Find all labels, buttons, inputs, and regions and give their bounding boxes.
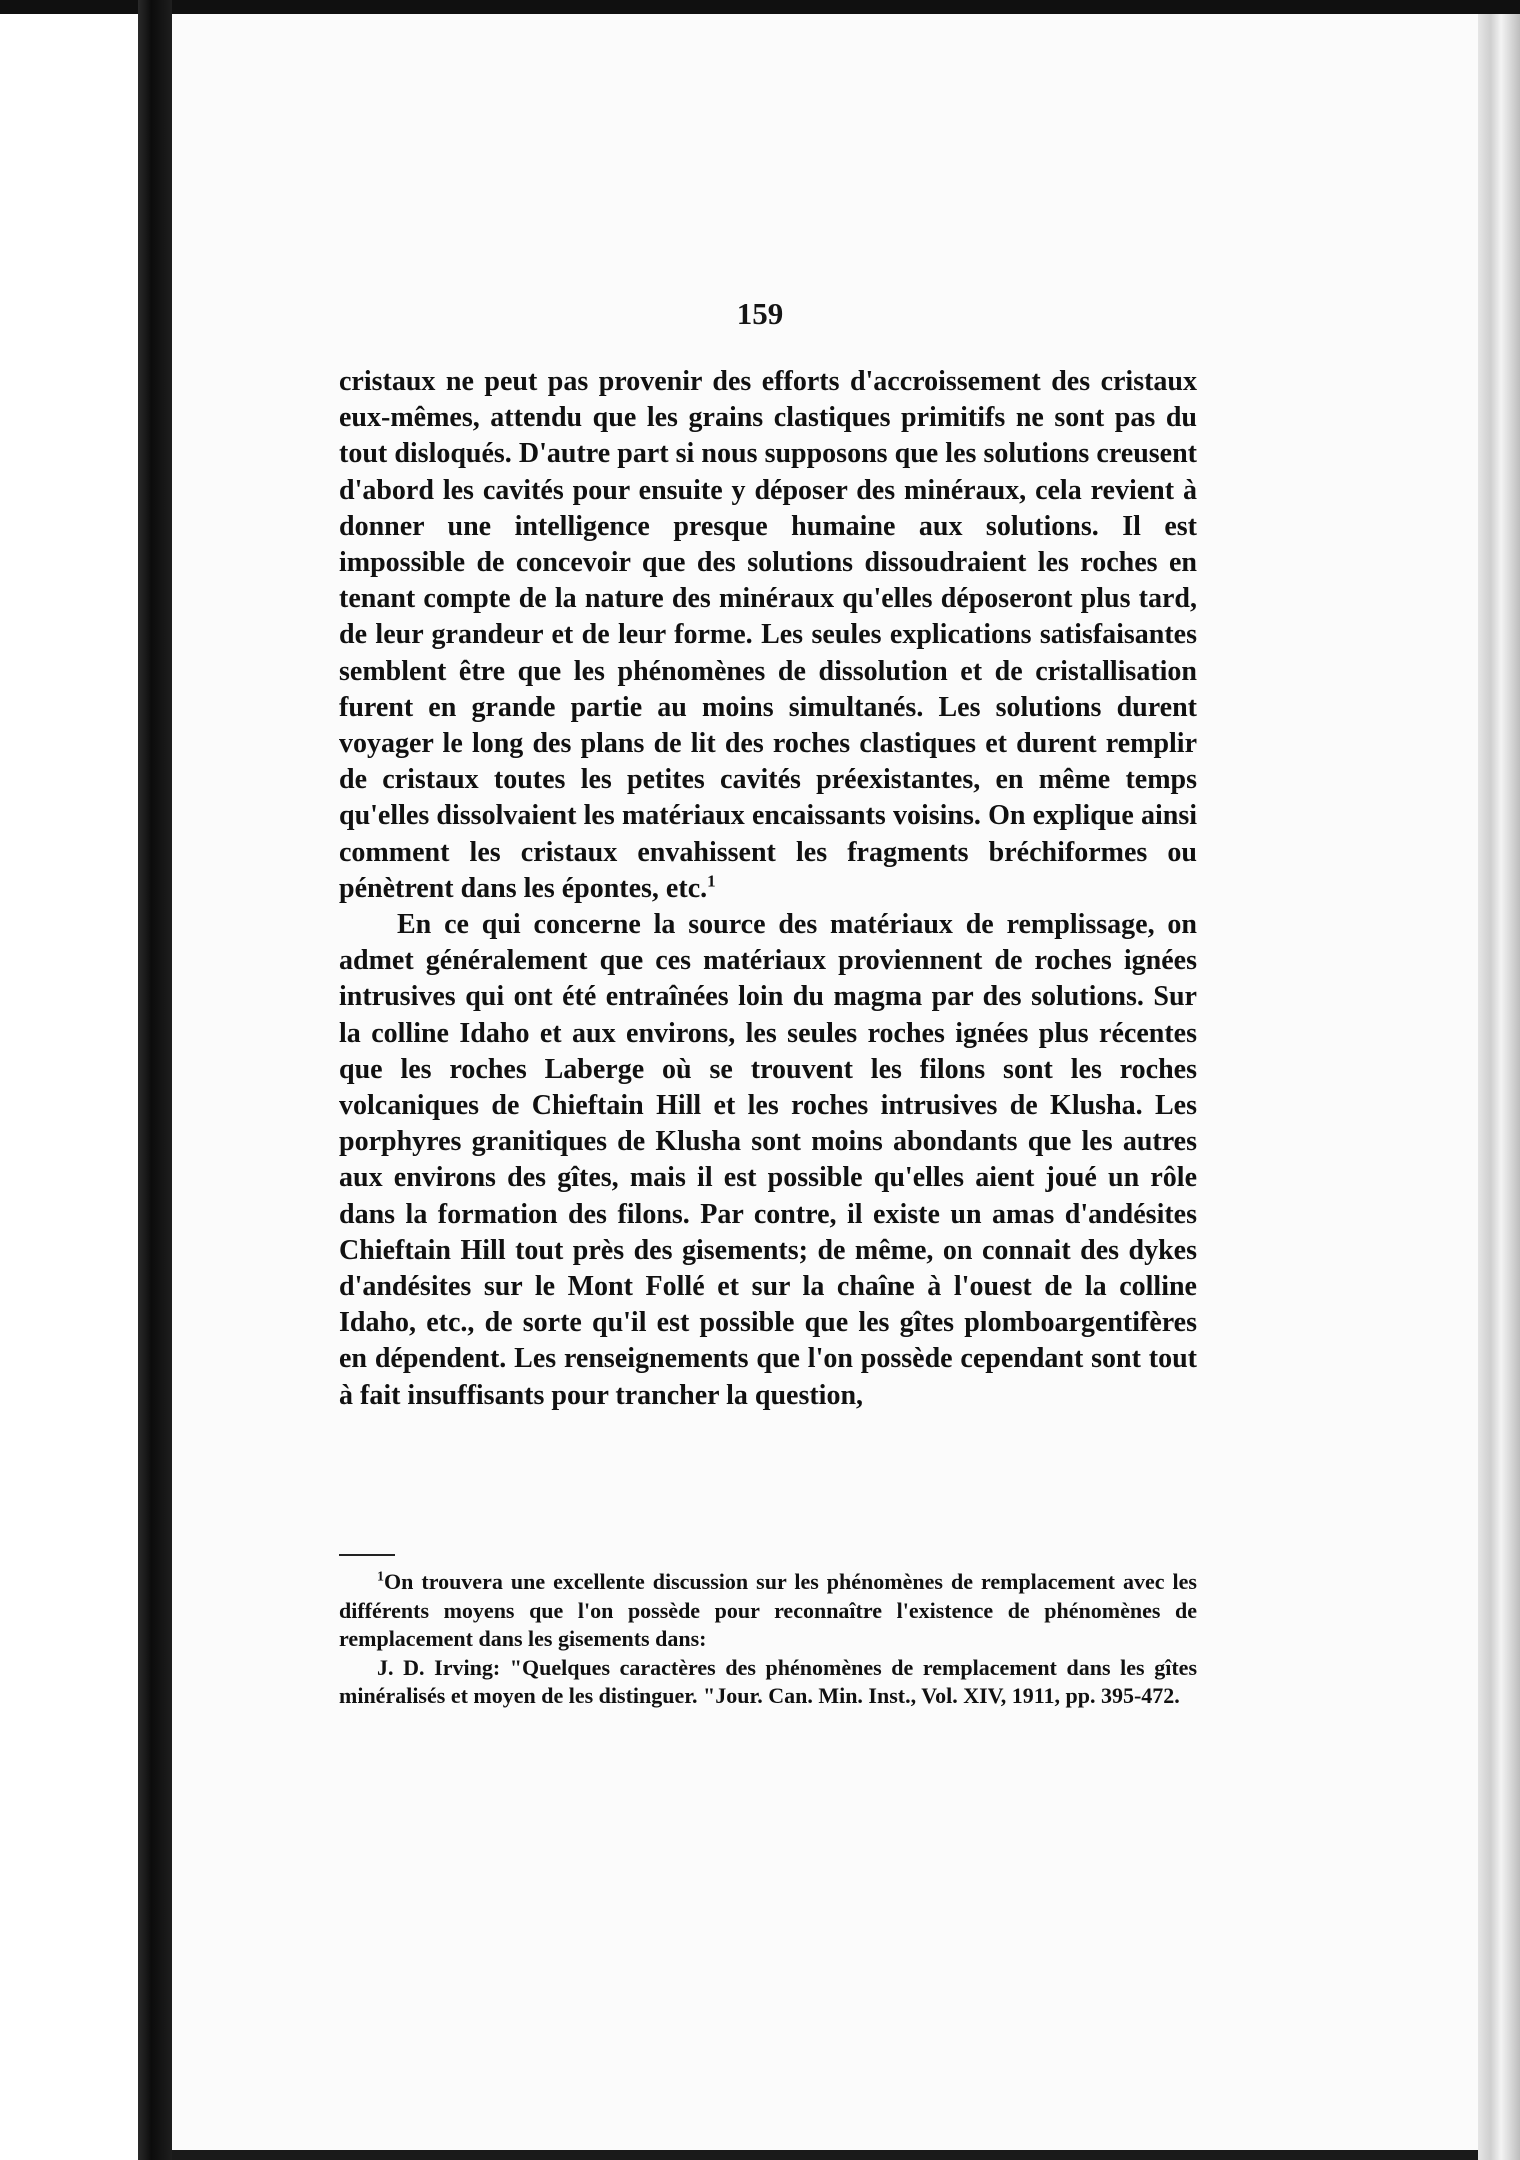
footnote-citation bbox=[339, 1654, 1197, 1711]
paragraph-2 bbox=[339, 907, 1197, 1414]
footnote-1-text: On trouvera une excellente discussion sur les phénomènes de remplacement avec les différents moyens que l'on possède pour reconnaître l'existence de phénomènes de remplacement dans les gisements dans: bbox=[339, 1569, 1197, 1651]
footnote-marker: 1 bbox=[377, 1569, 384, 1585]
page-edge-right bbox=[1478, 14, 1520, 2160]
body-text bbox=[339, 364, 1197, 1414]
footnote-reference[interactable]: 1 bbox=[707, 871, 716, 891]
footnotes bbox=[339, 1568, 1197, 1711]
page-number-text: 159 bbox=[736, 296, 784, 331]
paragraph-2-text: En ce qui concerne la source des matériaux de remplissage, on admet généralement que ces matériaux proviennent de roches ignées intrusives qui ont été entraînées loin du magma par des solutions. Sur la colline Idaho et aux environs, les seules roches ignées plus récentes que les roches Laberge où se trouvent les filons sont les roches volcaniques de Chieftain Hill et les roches intrusives de Klusha. Les porphyres granitiques de Klusha sont moins abondants que les autres aux environs des gîtes, mais il est possible qu'elles aient joué un rôle dans la formation des filons. Par contre, il existe un amas d'andésites Chieftain Hill tout près des gisements; de même, on connait des dykes d'andésites sur le Mont Follé et sur la chaîne à l'ouest de la colline Idaho, etc., de sorte qu'il est possible que les gîtes plomboargentifères en dépendent. Les renseignements que l'on possède cependant sont tout à fait insuffisants pour trancher la question, bbox=[339, 909, 1197, 1411]
binding-gutter bbox=[138, 0, 172, 2160]
scan-border-bottom bbox=[172, 2150, 1478, 2160]
footnote-divider bbox=[339, 1554, 395, 1556]
paragraph-1 bbox=[339, 364, 1197, 907]
paragraph-1-text: cristaux ne peut pas provenir des efforts d'accroissement des cristaux eux-mêmes, attendu que les grains clastiques primitifs ne sont pas du tout disloqués. D'autre part si nous supposons que les solutions creusent d'abord les cavités pour ensuite y déposer des minéraux, cela revient à donner une intelligence presque humaine aux solutions. Il est impossible de concevoir que des solutions dissoudraient les roches en tenant compte de la nature des minéraux qu'elles déposeront plus tard, de leur grandeur et de leur forme. Les seules explications satisfaisantes semblent être que les phénomènes de dissolution et de cristallisation furent en grande partie au moins simultanés. Les solutions durent voyager le long des plans de lit des roches clastiques et durent remplir de cristaux toutes les petites cavités préexistantes, en même temps qu'elles dissolvaient les matériaux encaissants voisins. On explique ainsi comment les cristaux envahissent les fragments bréchiformes ou pénètrent dans les épontes, etc. bbox=[339, 366, 1197, 904]
page-number bbox=[172, 296, 1478, 332]
adjacent-leaf bbox=[0, 14, 138, 2160]
footnote-1 bbox=[339, 1568, 1197, 1654]
scan-border-top bbox=[0, 0, 1520, 14]
footnote-citation-text: J. D. Irving: "Quelques caractères des phénomènes de remplacement dans les gîtes minéralisés et moyen de les distinguer. "Jour. Can. Min. Inst., Vol. XIV, 1911, pp. 395-472. bbox=[339, 1654, 1197, 1708]
document-page bbox=[172, 14, 1478, 2150]
